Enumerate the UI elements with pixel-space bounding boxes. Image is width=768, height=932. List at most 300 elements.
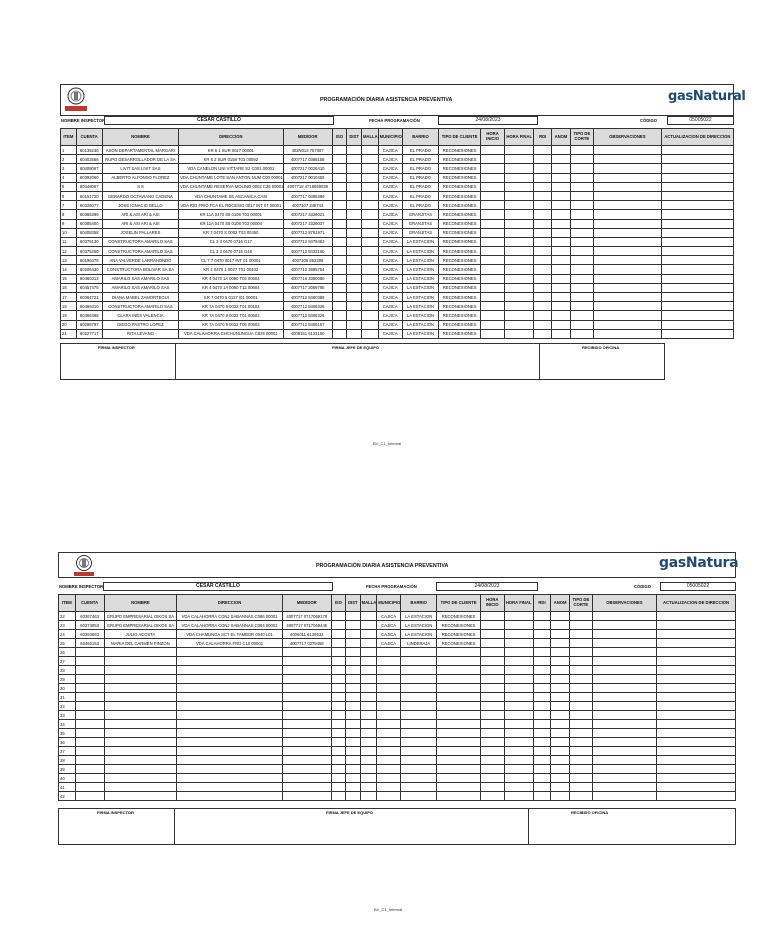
cell-item: 11: [61, 237, 77, 246]
cell-municipio: [377, 765, 401, 774]
cell-empty: [504, 666, 533, 675]
cell-medidor: [282, 657, 331, 666]
cell-medidor: 4007717 3069795: [283, 283, 332, 292]
cell-empty: [552, 283, 571, 292]
column-header: ACTUALIZACION DE DIRECCION: [657, 595, 736, 612]
cell-barrio: EL PRADO: [402, 155, 439, 164]
cell-empty: [360, 738, 377, 747]
cell-empty: [552, 155, 571, 164]
cell-empty: [569, 756, 592, 765]
signature-row: [58, 808, 736, 845]
cell-item: 27: [59, 657, 76, 666]
cell-empty: [347, 265, 362, 274]
cell-empty: [552, 164, 571, 173]
cell-empty: [504, 783, 533, 792]
cell-empty: [505, 320, 534, 329]
cell-cuenta: [75, 747, 104, 756]
cell-barrio: LINDERAJA: [401, 639, 437, 648]
cell-cuenta: 60466310: [76, 302, 102, 311]
cell-nombre: [104, 648, 177, 657]
fecha-value: 24/08/2023: [474, 583, 500, 589]
cell-empty: [361, 274, 378, 283]
cell-medidor: 4007712 8406326: [283, 302, 332, 311]
cell-empty: [551, 774, 570, 783]
cell-item: 34: [59, 720, 76, 729]
cell-empty: [346, 765, 361, 774]
cell-empty: [347, 155, 362, 164]
cell-empty: [480, 792, 504, 801]
table-row: [61, 210, 734, 219]
cell-empty: [347, 164, 362, 173]
cell-barrio: EL PRADO: [402, 191, 439, 200]
cell-empty: [332, 237, 347, 246]
column-header: ISO: [331, 595, 346, 612]
cell-empty: [346, 783, 361, 792]
cell-cuenta: 60448067: [76, 182, 102, 191]
cell-empty: [347, 182, 362, 191]
cell-municipio: [377, 684, 401, 693]
cell-empty: [331, 747, 346, 756]
cell-municipio: CAJICA: [378, 164, 402, 173]
cell-cuenta: 60296797: [76, 320, 102, 329]
cell-empty: [657, 648, 736, 657]
cell-empty: [534, 283, 552, 292]
cell-municipio: CAJICA: [378, 173, 402, 182]
cell-item: 14: [61, 265, 77, 274]
cell-empty: [657, 666, 736, 675]
cell-medidor: [282, 693, 331, 702]
column-header: OBSERVACIONES: [593, 129, 661, 146]
cell-nombre: ARI & ASI ARI & ASI: [102, 210, 178, 219]
cell-cuenta: [75, 684, 104, 693]
cell-empty: [504, 729, 533, 738]
cell-empty: [480, 648, 504, 657]
column-header: BARRIO: [401, 595, 437, 612]
cell-empty: [592, 693, 656, 702]
cell-direccion: [177, 675, 283, 684]
cell-empty: [661, 293, 733, 302]
codigo-value: 05005022: [689, 117, 712, 123]
column-header: ITEM: [61, 129, 77, 146]
cell-empty: [481, 320, 505, 329]
column-header: ACTUALIZACION DE DIRECCION: [661, 129, 733, 146]
cell-empty: [552, 265, 571, 274]
cell-empty: [661, 155, 733, 164]
cell-cuenta: [75, 765, 104, 774]
table-row: [59, 648, 736, 657]
cell-cuenta: 60385399: [76, 210, 102, 219]
cell-empty: [570, 293, 593, 302]
cell-barrio: [401, 720, 437, 729]
column-header: MALLA: [360, 595, 377, 612]
cell-empty: [592, 747, 656, 756]
cell-empty: [657, 774, 736, 783]
cell-barrio: GRANJITAS: [402, 210, 439, 219]
cell-tipo-cliente: RECONEXIONES: [439, 237, 481, 246]
cell-cuenta: [75, 666, 104, 675]
cell-empty: [570, 173, 593, 182]
cell-empty: [504, 630, 533, 639]
cell-direccion: CL 7 7 0470 0017 INT 01 00001: [179, 256, 284, 265]
table-row: [59, 774, 736, 783]
cell-direccion: [177, 765, 283, 774]
column-header: TIPO DE CLIENTE: [439, 129, 481, 146]
cell-empty: [331, 693, 346, 702]
cell-cuenta: [75, 792, 104, 801]
cell-empty: [481, 228, 505, 237]
cell-empty: [593, 146, 661, 155]
table-row: [59, 765, 736, 774]
cell-municipio: CAJICA: [378, 256, 402, 265]
cell-empty: [657, 630, 736, 639]
cell-empty: [570, 155, 593, 164]
cell-nombre: [104, 720, 177, 729]
cell-empty: [346, 675, 361, 684]
cell-empty: [332, 329, 347, 338]
cell-empty: [533, 711, 551, 720]
cell-empty: [593, 311, 661, 320]
cell-empty: [551, 639, 570, 648]
cell-empty: [347, 219, 362, 228]
cell-empty: [481, 182, 505, 191]
cell-municipio: CAJICA: [378, 219, 402, 228]
cell-item: 33: [59, 711, 76, 720]
cell-medidor: [282, 765, 331, 774]
cell-empty: [552, 320, 571, 329]
cell-empty: [593, 201, 661, 210]
cell-empty: [593, 302, 661, 311]
cell-nombre: ASON DEPARTAMENTAL MARGARI: [102, 146, 178, 155]
table-row: [61, 329, 734, 338]
cell-empty: [480, 756, 504, 765]
cell-municipio: [377, 738, 401, 747]
column-header: DIST: [346, 595, 361, 612]
cell-item: 22: [59, 612, 76, 621]
cell-empty: [533, 729, 551, 738]
cell-empty: [657, 747, 736, 756]
cell-medidor: 4007712 8479483: [283, 237, 332, 246]
cell-empty: [661, 283, 733, 292]
table-row: [59, 711, 736, 720]
cell-nombre: CONSTRUCTORA BOLIVAR SA SA: [102, 265, 178, 274]
table-row: [61, 265, 734, 274]
inspector-label: NOMBRE INSPECTOR: [61, 118, 106, 123]
column-header: BARRIO: [402, 129, 439, 146]
cell-empty: [552, 311, 571, 320]
sign-oficina-label: RECIBIDO OFICINA: [571, 810, 609, 815]
cell-empty: [360, 783, 377, 792]
cell-empty: [480, 765, 504, 774]
cell-empty: [360, 729, 377, 738]
cell-tipo-cliente: [437, 657, 481, 666]
cell-tipo-cliente: RECONEXIONES: [439, 302, 481, 311]
cell-empty: [661, 247, 733, 256]
cell-empty: [347, 274, 362, 283]
cell-empty: [361, 247, 378, 256]
cell-empty: [551, 621, 570, 630]
cell-empty: [332, 182, 347, 191]
cell-empty: [534, 182, 552, 191]
cell-nombre: [104, 774, 177, 783]
cell-empty: [504, 720, 533, 729]
column-header: CUENTA: [76, 129, 102, 146]
cell-empty: [360, 648, 377, 657]
cell-municipio: CAJICA: [378, 320, 402, 329]
table-row: [59, 720, 736, 729]
cell-empty: [504, 765, 533, 774]
cell-tipo-cliente: RECONEXIONES: [439, 228, 481, 237]
cell-cuenta: 60457475: [76, 283, 102, 292]
cell-cuenta: 60374053: [75, 621, 104, 630]
cell-municipio: CAJICA: [378, 329, 402, 338]
table-row: [61, 320, 734, 329]
cell-empty: [569, 684, 592, 693]
cell-nombre: [104, 693, 177, 702]
cell-municipio: CAJICA: [378, 283, 402, 292]
cell-empty: [661, 228, 733, 237]
cell-empty: [533, 774, 551, 783]
cell-direccion: VDA CANELON UNI VITTARE S2 C001 00001: [179, 164, 284, 173]
cell-cuenta: 60367463: [75, 612, 104, 621]
cell-tipo-cliente: RECONEXIONES: [439, 311, 481, 320]
column-header: OBSERVACIONES: [592, 595, 656, 612]
fecha-label: FECHA PROGRAMACIÓN: [366, 584, 417, 589]
cell-empty: [360, 612, 377, 621]
cell-empty: [480, 711, 504, 720]
cell-empty: [551, 738, 570, 747]
column-header: MALLA: [361, 129, 378, 146]
cell-empty: [360, 756, 377, 765]
cell-tipo-cliente: [437, 774, 481, 783]
cell-empty: [569, 630, 592, 639]
cell-empty: [361, 146, 378, 155]
cell-empty: [346, 702, 361, 711]
cell-direccion: KR 7A 0470 9 0032 T01 00104: [179, 302, 284, 311]
table-row: [61, 311, 734, 320]
cell-empty: [361, 302, 378, 311]
cell-municipio: [377, 711, 401, 720]
cell-empty: [505, 146, 534, 155]
cell-empty: [481, 237, 505, 246]
cell-tipo-cliente: [437, 756, 481, 765]
cell-medidor: 4007717 0717069445: [282, 621, 331, 630]
cell-cuenta: [75, 702, 104, 711]
cell-cuenta: 60408067: [76, 164, 102, 173]
cell-barrio: EL PRADO: [402, 146, 439, 155]
cell-barrio: [401, 666, 437, 675]
cell-empty: [505, 201, 534, 210]
cell-empty: [569, 720, 592, 729]
cell-empty: [552, 219, 571, 228]
cell-empty: [332, 293, 347, 302]
cell-cuenta: [75, 774, 104, 783]
cell-empty: [505, 210, 534, 219]
cell-empty: [360, 666, 377, 675]
cell-item: 31: [59, 693, 76, 702]
cell-empty: [552, 210, 571, 219]
cell-empty: [533, 720, 551, 729]
table-row: [61, 164, 734, 173]
cell-municipio: CAJICA: [377, 612, 401, 621]
cell-empty: [592, 612, 656, 621]
cell-empty: [346, 612, 361, 621]
table-row: [59, 702, 736, 711]
cell-empty: [661, 173, 733, 182]
cell-nombre: ARI & ASI ARI & ASI: [102, 219, 178, 228]
cell-empty: [504, 774, 533, 783]
cell-medidor: 402N013 757097: [283, 146, 332, 155]
cell-direccion: KR 11A 0470 S8 0108 T03 00001: [179, 210, 284, 219]
cell-tipo-cliente: RECONEXIONES: [437, 612, 481, 621]
cell-empty: [360, 774, 377, 783]
cell-empty: [534, 302, 552, 311]
cell-empty: [534, 274, 552, 283]
cell-empty: [505, 283, 534, 292]
cell-barrio: LA ESTACION: [402, 237, 439, 246]
cell-tipo-cliente: RECONEXIONES: [439, 173, 481, 182]
cell-municipio: CAJICA: [378, 274, 402, 283]
cell-tipo-cliente: [437, 720, 481, 729]
cell-empty: [657, 756, 736, 765]
cell-empty: [657, 720, 736, 729]
cell-empty: [504, 747, 533, 756]
page-title: PROGRAMACIÓN DIARIA ASISTENCIA PREVENTIVA: [316, 563, 449, 569]
cell-empty: [592, 630, 656, 639]
cell-empty: [481, 283, 505, 292]
cell-empty: [534, 155, 552, 164]
cell-empty: [346, 630, 361, 639]
cell-direccion: KR 6 1 SUR 0027 00001: [179, 146, 284, 155]
cell-empty: [570, 228, 593, 237]
cell-empty: [347, 201, 362, 210]
cell-empty: [533, 684, 551, 693]
column-header: MEDIDOR: [282, 595, 331, 612]
cell-empty: [569, 639, 592, 648]
page-footer: BV_C1_Internal: [374, 907, 403, 912]
cell-empty: [331, 702, 346, 711]
cell-empty: [347, 302, 362, 311]
cell-empty: [661, 219, 733, 228]
cell-empty: [534, 210, 552, 219]
cell-empty: [570, 329, 593, 338]
table-row: [61, 293, 734, 302]
cell-empty: [346, 693, 361, 702]
page-title: PROGRAMACIÓN DIARIA ASISTENCIA PREVENTIVA: [320, 97, 453, 103]
cell-empty: [533, 675, 551, 684]
cell-item: 40: [59, 774, 76, 783]
cell-empty: [570, 274, 593, 283]
cell-nombre: RUPO DESARROLLADOR DE LA SA: [102, 155, 178, 164]
cell-empty: [569, 783, 592, 792]
cell-empty: [504, 684, 533, 693]
cell-medidor: [282, 720, 331, 729]
cell-empty: [570, 237, 593, 246]
cell-medidor: 4007712 8460389: [283, 293, 332, 302]
cell-municipio: CAJICA: [378, 182, 402, 191]
cell-empty: [504, 702, 533, 711]
cell-empty: [592, 621, 656, 630]
cell-nombre: JOSE IGNACIO BELLO: [102, 201, 178, 210]
column-header: DIRECCION: [179, 129, 284, 146]
cell-empty: [552, 201, 571, 210]
cell-direccion: [177, 648, 283, 657]
inspector-value: CESAR CASTILLO: [197, 117, 241, 123]
cell-empty: [480, 774, 504, 783]
cell-empty: [331, 720, 346, 729]
cell-municipio: [377, 648, 401, 657]
cell-empty: [534, 293, 552, 302]
cell-item: 8: [61, 210, 77, 219]
table-row: [61, 283, 734, 292]
cell-empty: [347, 256, 362, 265]
column-header: HORA FINAL: [504, 595, 533, 612]
cell-empty: [592, 657, 656, 666]
cell-medidor: 4007717 0717069178: [282, 612, 331, 621]
cell-municipio: CAJICA: [378, 302, 402, 311]
cell-empty: [347, 247, 362, 256]
cell-empty: [481, 146, 505, 155]
cell-cuenta: 60393693: [75, 630, 104, 639]
cell-empty: [661, 201, 733, 210]
column-header: MUNICIPIO: [378, 129, 402, 146]
cell-empty: [569, 738, 592, 747]
cell-empty: [661, 237, 733, 246]
cell-empty: [480, 639, 504, 648]
column-header: NOMBRE: [102, 129, 178, 146]
cell-empty: [481, 293, 505, 302]
cell-empty: [657, 621, 736, 630]
table-row: [59, 612, 736, 621]
cell-empty: [657, 612, 736, 621]
cell-direccion: [177, 666, 283, 675]
cell-empty: [331, 639, 346, 648]
sign-inspector-label: FIRMA INSPECTOR: [98, 345, 135, 350]
cell-nombre: [104, 675, 177, 684]
cell-empty: [505, 274, 534, 283]
cell-medidor: 4006011 6129532: [282, 630, 331, 639]
cell-cuenta: [75, 783, 104, 792]
cell-empty: [332, 146, 347, 155]
column-header: HORA INICIO: [480, 595, 504, 612]
cell-empty: [534, 201, 552, 210]
column-header: DIRECCION: [177, 595, 283, 612]
cell-empty: [361, 256, 378, 265]
cell-tipo-cliente: RECONEXIONES: [439, 182, 481, 191]
cell-empty: [481, 329, 505, 338]
cell-tipo-cliente: [437, 738, 481, 747]
cell-empty: [533, 630, 551, 639]
cell-empty: [360, 765, 377, 774]
cell-cuenta: 60385400: [76, 219, 102, 228]
cell-item: 42: [59, 792, 76, 801]
cell-empty: [570, 210, 593, 219]
cell-empty: [661, 265, 733, 274]
cell-item: 13: [61, 256, 77, 265]
cell-tipo-cliente: RECONEXIONES: [439, 293, 481, 302]
cell-nombre: ALBERTO ALFONSO FLOREZ: [102, 173, 178, 182]
cell-empty: [533, 702, 551, 711]
cell-empty: [332, 191, 347, 200]
cell-empty: [480, 729, 504, 738]
cell-empty: [570, 146, 593, 155]
cell-empty: [331, 657, 346, 666]
cell-item: 25: [59, 639, 76, 648]
table-row: [61, 191, 734, 200]
cell-item: 35: [59, 729, 76, 738]
cell-empty: [592, 765, 656, 774]
cell-medidor: 4007712 8406157: [283, 320, 332, 329]
cell-empty: [592, 702, 656, 711]
